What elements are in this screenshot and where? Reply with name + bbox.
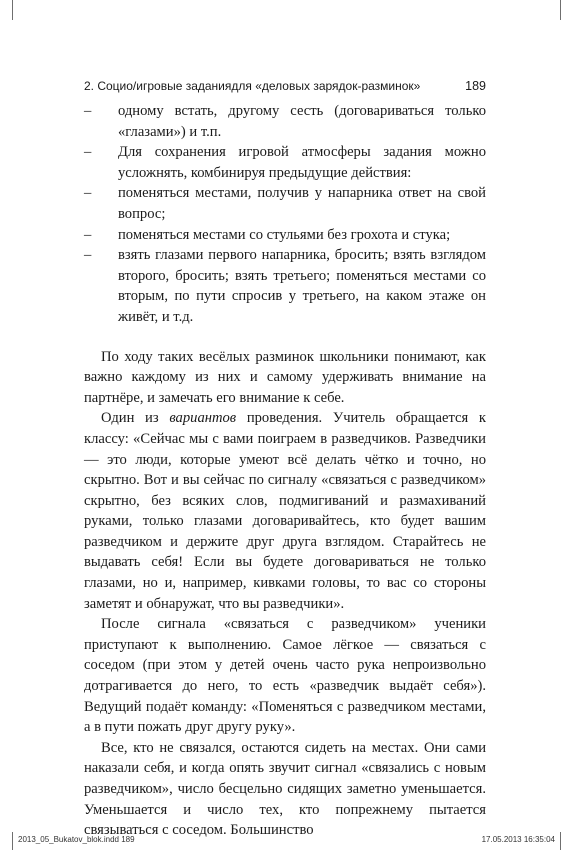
list-item <box>84 183 486 224</box>
dash-bullet: – <box>84 185 92 202</box>
section-title: 2. Социо/игровые заданиядля «деловых зарядок-разминок» <box>84 79 421 93</box>
list-item <box>84 142 486 183</box>
paragraph-text: проведения. Учитель обращается к классу: «Сейчас мы с вами поиграем в разведчиков. Разведчики — это люди, которые умеют всё делать чётко и точно, но скрытно. Вот и вы сейчас по сигналу «связаться с разведчиком» скрытно, без всяких слов, подмигиваний и размахиваний руками, только глазами договаривайтесь, кто будет вашим разведчиком и держите друг друга взглядом. Старайтесь не выдавать себя! Если вы будете договариваться не только глазами, но и, например, кивками головы, то вас со стороны заметят и обнаружат, что вы разведчики». <box>84 410 486 612</box>
list-item-text: Для сохранения игровой атмосферы задания можно усложнять, комбинируя предыдущие действия: <box>118 144 486 181</box>
list-item <box>84 101 486 142</box>
list-item-text: взять глазами первого напарника, бросить; взять взглядом второго, бросить; взять третьего; поменяться местами со вторым, по пути спросив у третьего, на каком этаже он живёт, и т.д. <box>118 247 486 325</box>
list-item-text: одному встать, другому сесть (договариваться только «глазами») и т.п. <box>118 103 486 140</box>
dash-bullet: – <box>84 103 92 119</box>
running-head <box>84 77 486 95</box>
paragraph <box>84 408 486 614</box>
crop-mark-bottom-left <box>12 832 13 850</box>
crop-mark-top-right <box>560 0 561 20</box>
list-item <box>84 225 486 246</box>
dash-bullet: – <box>84 144 92 161</box>
timestamp: 17.05.2013 16:35:04 <box>481 835 555 844</box>
list-item <box>84 245 486 327</box>
paragraph: Все, кто не связался, остаются сидеть на местах. Они сами наказали себя, и когда опять звучит сигнал «связались с новым разведчиком», число бесцельно сидящих заметно уменьшается. Уменьшается и число тех, кто попрежнему пытается связываться с соседом. Большинство <box>84 739 486 839</box>
paragraph-gap <box>84 328 486 347</box>
list-item-text: поменяться местами со стульями без грохота и стука; <box>118 226 451 243</box>
dash-bullet: – <box>84 226 92 243</box>
crop-mark-bottom-right <box>560 832 561 850</box>
paragraph-text: Один из <box>101 410 170 427</box>
body-text <box>84 101 486 841</box>
page-number: 189 <box>465 79 486 93</box>
list-item-text: поменяться местами, получив у напарника ответ на свой вопрос; <box>118 185 486 222</box>
dash-bullet: – <box>84 247 92 264</box>
file-info: 2013_05_Bukatov_blok.indd 189 <box>18 835 135 844</box>
emphasis-text: вариантов <box>169 410 237 427</box>
paragraph: По ходу таких весёлых разминок школьники понимают, как важно каждому из них и самому удерживать внимание на партнёре, и замечать его внимание к себе. <box>84 348 486 406</box>
paragraph: После сигнала «связаться с разведчиком» ученики приступают к выполнению. Самое лёгкое — связаться с соседом (при этом у детей очень часто рука непроизвольно дотрагивается до него, то есть «разведчик выдаёт себя»). Ведущий подаёт команду: «Поменяться с разведчиком местами, а в пути пожать друг другу руку». <box>84 616 486 736</box>
crop-mark-top-left <box>12 0 13 20</box>
